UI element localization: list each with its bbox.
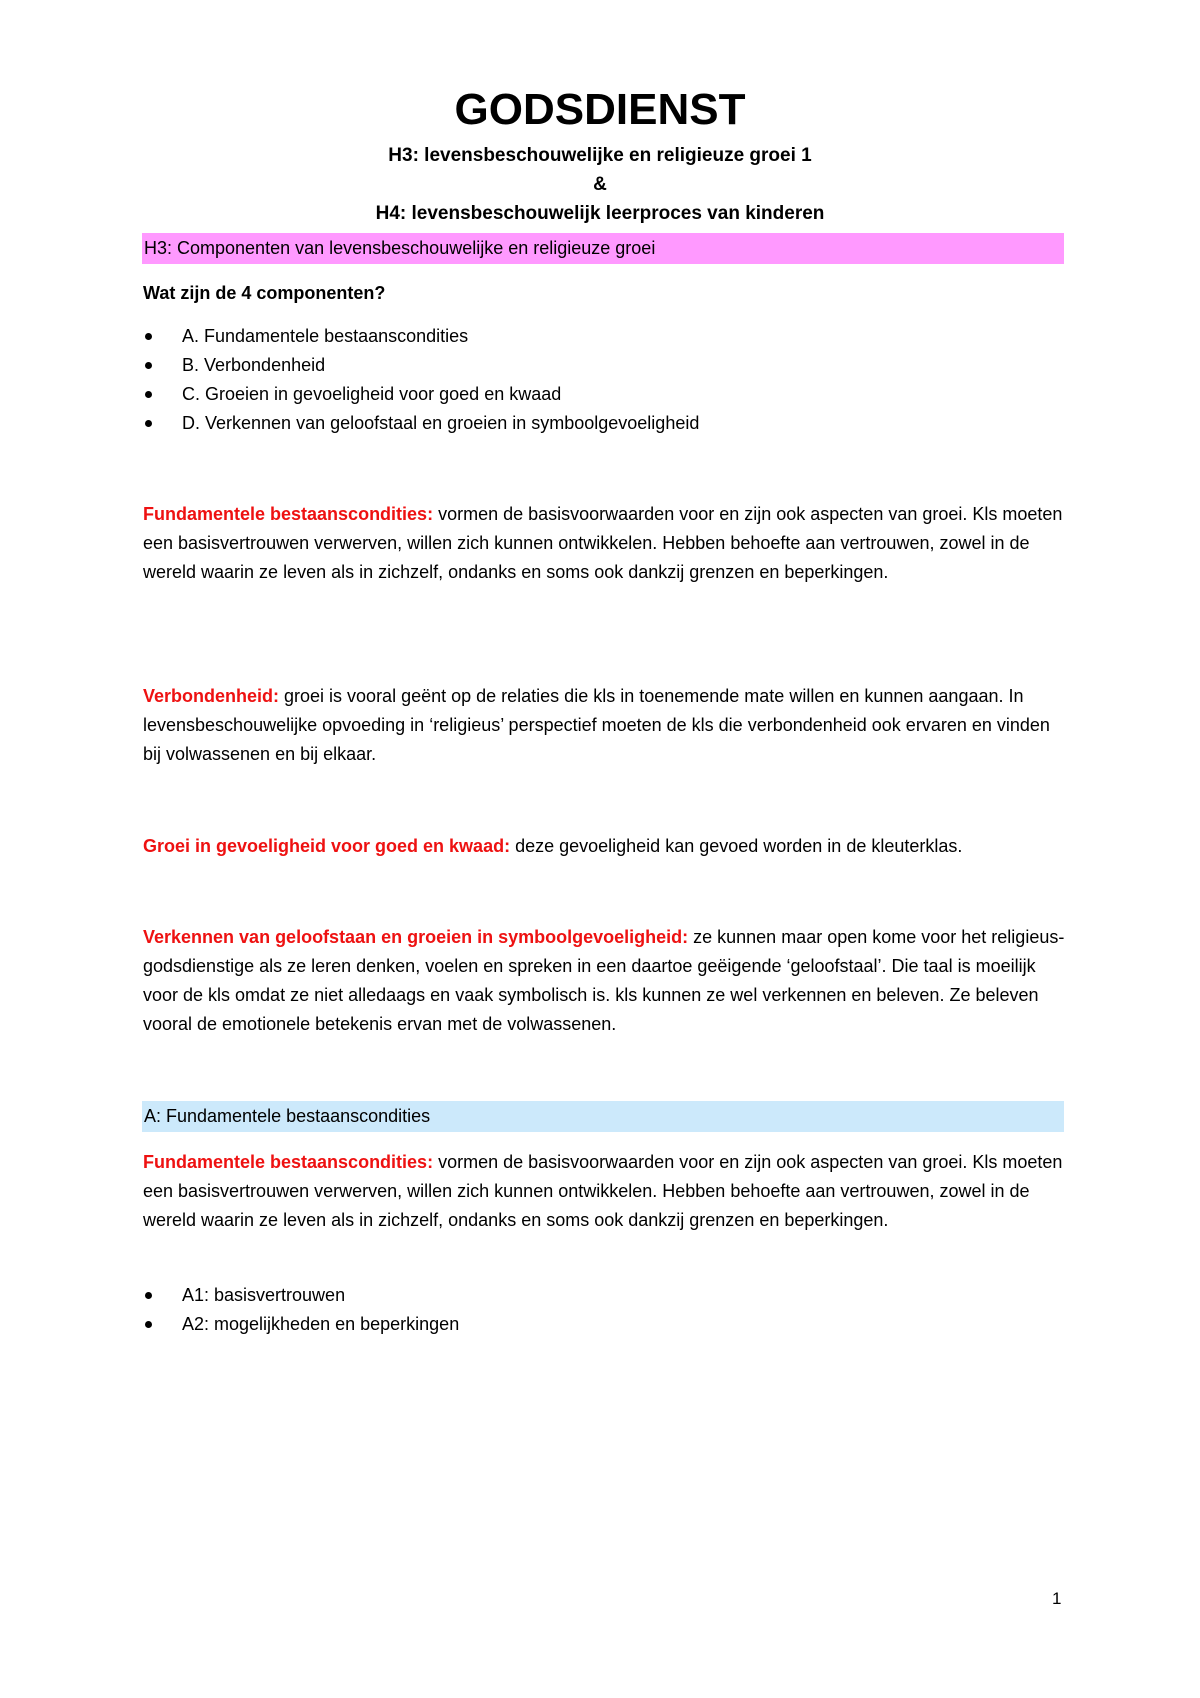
bullet-icon — [145, 362, 152, 369]
definition-text: vormen de basisvoorwaarden voor en zijn ook aspecten van groei. Kls moeten een basisvertrouwen verwerven, willen zich kunnen ontwikkelen. Hebben behoefte aan vertrouwen, zowel in de wereld waarin ze leven als in zichzelf, ondanks en soms ook dankzij grenzen en beperkingen. — [143, 1152, 1063, 1230]
list-item — [0, 322, 1000, 351]
list-item-text: A1: basisvertrouwen — [182, 1285, 346, 1305]
definition-verbondenheid — [143, 682, 1067, 769]
list-item — [0, 409, 1000, 438]
list-item — [0, 1310, 1000, 1339]
section-heading-a: A: Fundamentele bestaanscondities — [142, 1101, 1064, 1132]
bullet-icon — [145, 1321, 152, 1328]
definition-term: Verkennen van geloofstaan en groeien in symboolgevoeligheid: — [143, 927, 689, 947]
list-item-text: B. Verbondenheid — [182, 355, 326, 375]
definition-term: Fundamentele bestaanscondities: — [143, 504, 434, 524]
definition-section-a — [143, 1148, 1067, 1235]
definition-term: Verbondenheid: — [143, 686, 280, 706]
bullet-icon — [145, 420, 152, 427]
list-item-text: C. Groeien in gevoeligheid voor goed en kwaad — [182, 384, 562, 404]
components-question: Wat zijn de 4 componenten? — [143, 283, 386, 303]
subtitle-h4: H4: levensbeschouwelijk leerproces van kinderen — [375, 203, 825, 224]
document-title: GODSDIENST — [454, 85, 746, 134]
definition-text: groei is vooral geënt op de relaties die kls in toenemende mate willen en kunnen aangaan. In levensbeschouwelijke opvoeding in ‘religieus’ perspectief moeten de kls die verbondenheid ook ervaren en vinden bij volwassenen en bij elkaar. — [143, 686, 1050, 764]
definition-term: Groei in gevoeligheid voor goed en kwaad: — [143, 836, 511, 856]
list-item — [0, 380, 1000, 409]
bullet-icon — [145, 1292, 152, 1299]
definition-geloofstaal — [143, 923, 1067, 1039]
definition-fundamentele — [143, 500, 1067, 587]
bullet-icon — [145, 333, 152, 340]
page-number: 1 — [1052, 1589, 1062, 1608]
list-item-text: A. Fundamentele bestaanscondities — [182, 326, 469, 346]
list-item — [0, 351, 1000, 380]
definition-term: Fundamentele bestaanscondities: — [143, 1152, 434, 1172]
bullet-icon — [145, 391, 152, 398]
list-item-text: D. Verkennen van geloofstaal en groeien in symboolgevoeligheid — [182, 413, 700, 433]
subtitle-ampersand: & — [593, 174, 607, 195]
definition-text: deze gevoeligheid kan gevoed worden in de kleuterklas. — [510, 836, 963, 856]
list-item-text: A2: mogelijkheden en beperkingen — [182, 1314, 460, 1334]
definition-text: vormen de basisvoorwaarden voor en zijn ook aspecten van groei. Kls moeten een basisvertrouwen verwerven, willen zich kunnen ontwikkelen. Hebben behoefte aan vertrouwen, zowel in de wereld waarin ze leven als in zichzelf, ondanks en soms ook dankzij grenzen en beperkingen. — [143, 504, 1063, 582]
definition-goed-kwaad — [143, 832, 1067, 861]
list-item — [0, 1281, 1000, 1310]
definition-text: ze kunnen maar open kome voor het religieus-godsdienstige als ze leren denken, voelen en spreken in een daartoe geëigende ‘geloofstaal’. Die taal is moeilijk voor de kls omdat ze niet alledaags en vaak symbolisch is. kls kunnen ze wel verkennen en beleven. Ze beleven vooral de emotionele betekenis ervan met de volwassenen. — [143, 927, 1065, 1034]
subtitle-h3: H3: levensbeschouwelijke en religieuze groei 1 — [388, 145, 812, 166]
section-heading-h3: H3: Componenten van levensbeschouwelijke en religieuze groei — [142, 233, 1064, 264]
